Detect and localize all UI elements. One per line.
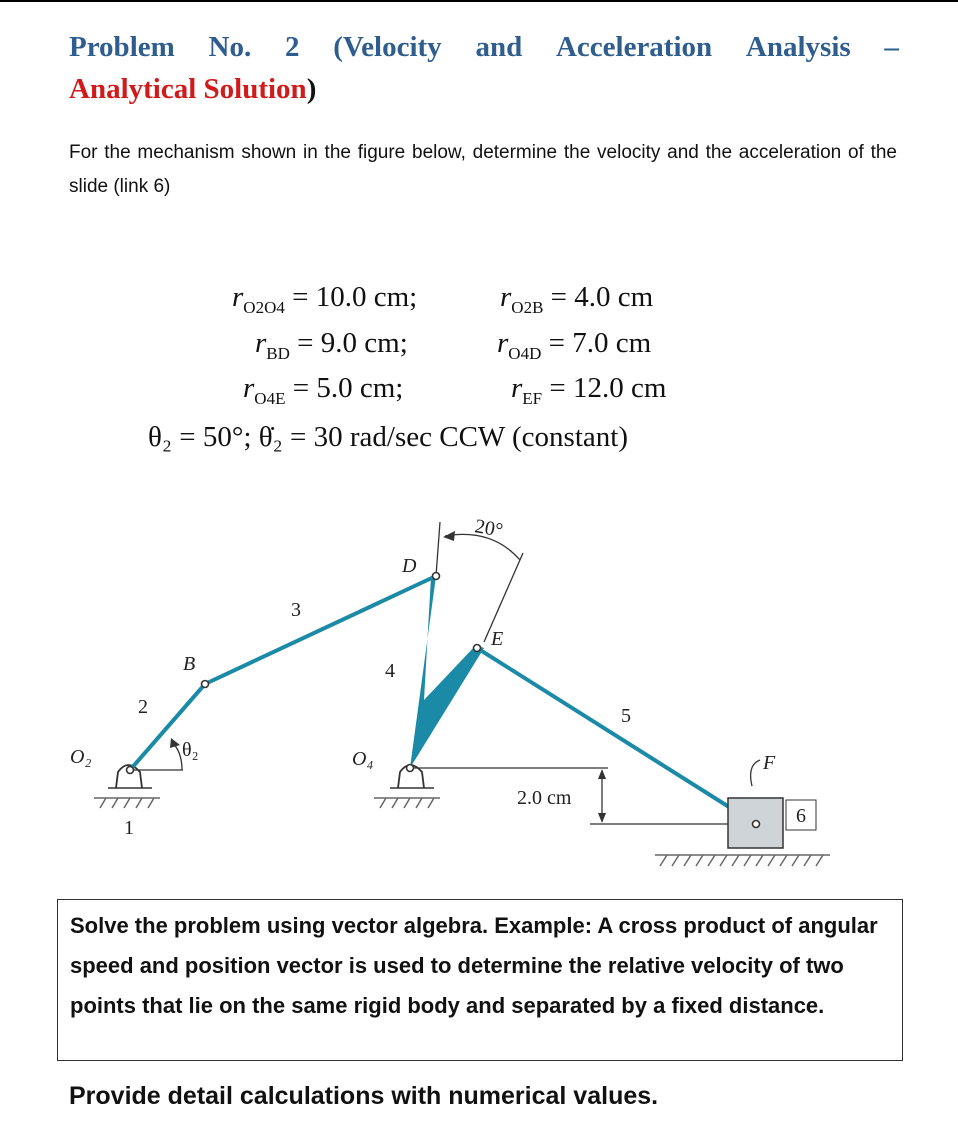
given-theta: θ₂ = 50°; θ̇₂ = 30 rad/sec CCW (constant) xyxy=(148,421,628,453)
title-word: Analysis xyxy=(745,31,851,63)
title-word: 2 xyxy=(284,31,300,63)
title-word: No. xyxy=(208,31,252,63)
title-red-text: Analytical Solution xyxy=(69,73,307,105)
label-d: D xyxy=(402,555,417,577)
label-link-2: 2 xyxy=(138,696,148,718)
joint-o4 xyxy=(407,765,414,772)
title-word: (Velocity xyxy=(333,31,442,63)
label-dimension: 2.0 cm xyxy=(517,787,572,809)
dimension-arrow-up xyxy=(598,769,606,779)
joint-o2 xyxy=(127,767,134,774)
label-f: F xyxy=(763,752,776,774)
given-r-o4d: $r_{O4D} = 7.0$ cm xyxy=(497,327,652,363)
title-word: Problem xyxy=(69,31,175,63)
ground-hatching xyxy=(94,798,830,866)
footer-instruction: Provide detail calculations with numerical values. xyxy=(69,1082,659,1110)
label-angle-20: 20° xyxy=(473,515,505,542)
e-20deg-reference xyxy=(484,553,523,642)
label-link-6: 6 xyxy=(796,805,806,827)
given-r-bd: $r_{BD} = 9.0$ cm; xyxy=(255,327,408,363)
f-leader xyxy=(751,760,760,786)
label-link-5: 5 xyxy=(621,705,631,727)
link-3 xyxy=(205,576,436,684)
label-theta2: θ₂ xyxy=(182,739,199,761)
dimension-arrow-down xyxy=(598,813,606,823)
joint-f xyxy=(753,821,760,828)
given-r-o2b: $r_{O2B} = 4.0$ cm xyxy=(500,281,654,317)
d-vertical-reference xyxy=(436,522,440,576)
joint-e xyxy=(474,645,481,652)
title-word: – xyxy=(884,31,899,63)
label-link-3: 3 xyxy=(291,599,301,621)
label-link-4: 4 xyxy=(385,660,395,682)
title-paren: ) xyxy=(306,73,317,105)
link-4 xyxy=(410,576,484,768)
label-o4: O₄ xyxy=(352,748,374,770)
intro-paragraph: For the mechanism shown in the figure below, determine the velocity and the acceleration of the slide (link 6) xyxy=(69,142,897,197)
given-r-o4e: $r_{O4E} = 5.0$ cm; xyxy=(243,372,404,408)
angle-20-arrowhead xyxy=(443,531,455,541)
label-e: E xyxy=(491,628,504,650)
label-b: B xyxy=(183,653,196,675)
title-word: and xyxy=(475,31,523,63)
title-word: Acceleration xyxy=(555,31,713,63)
label-o2: O₂ xyxy=(70,746,92,768)
given-r-o2o4: $r_{O2O4} = 10.0$ cm; xyxy=(232,281,418,317)
label-link-1: 1 xyxy=(124,817,134,839)
joint-b xyxy=(202,681,209,688)
joint-d xyxy=(433,573,440,580)
given-r-ef: $r_{EF} = 12.0$ cm xyxy=(511,372,667,408)
instruction-box: Solve the problem using vector algebra. Example: A cross product of angular speed and position vector is used to determine the relative velocity of two points that lie on the same rigid body and separated by a fixed distance. xyxy=(57,899,903,1061)
theta2-arrowhead xyxy=(170,738,180,748)
